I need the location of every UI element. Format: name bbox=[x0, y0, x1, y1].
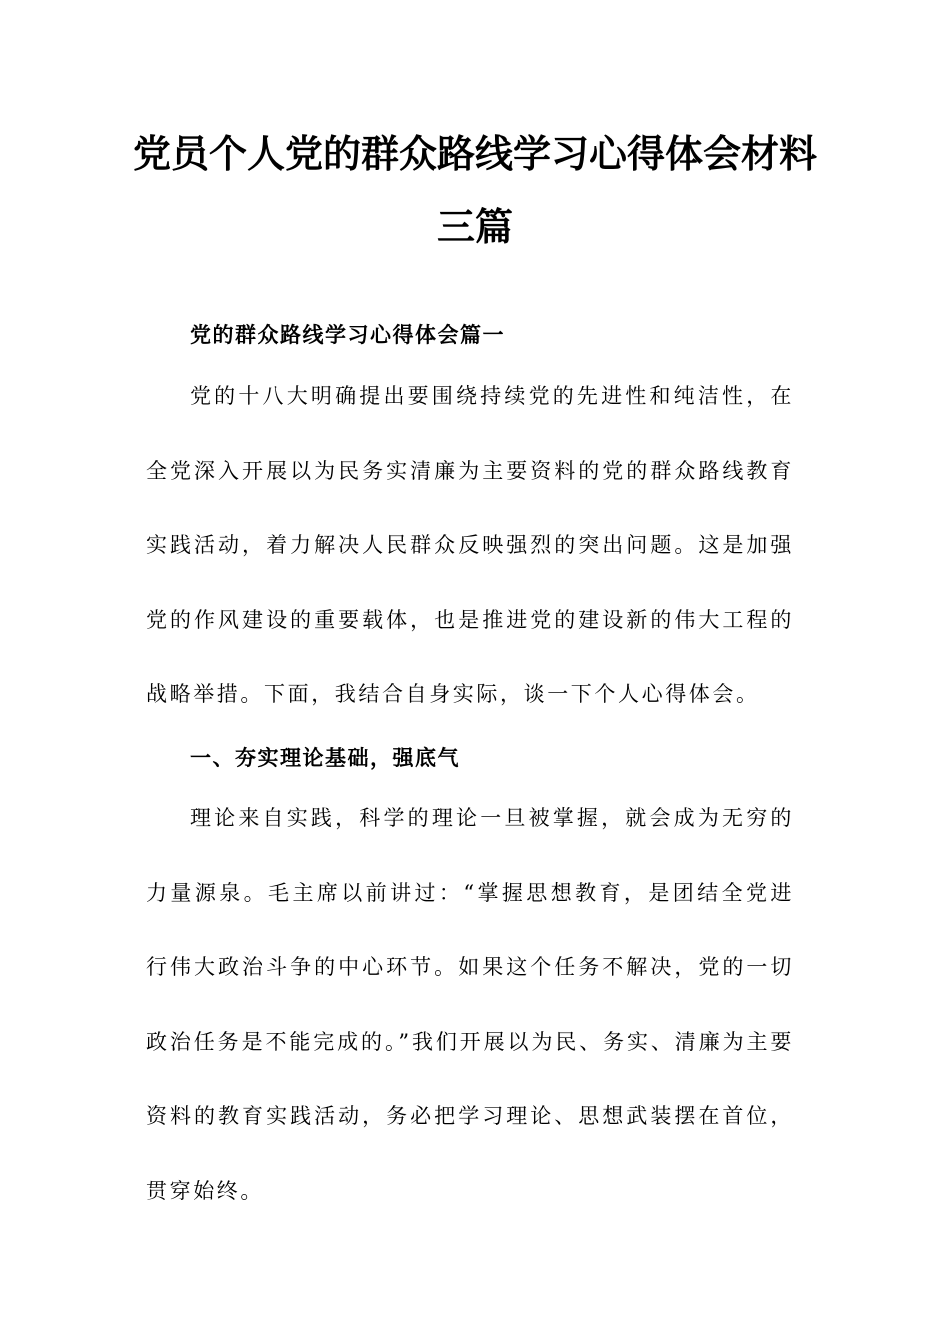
subheading-1: 一、夯实理论基础，强底气 bbox=[190, 745, 460, 770]
section-heading: 党的群众路线学习心得体会篇一 bbox=[190, 322, 505, 347]
document-title-line-1: 党员个人党的群众路线学习心得体会材料 bbox=[132, 131, 817, 176]
document-title-line-2: 三篇 bbox=[436, 204, 513, 249]
body-paragraph-1: 党的十八大明确提出要围绕持续党的先进性和纯洁性，在全党深入开展以为民务实清廉为主要资料的党的群众路线教育实践活动，着力解决人民群众反映强烈的突出问题。这是加强党的作风建设的重要载体，也是推进党的建设新的伟大工程的战略举措。下面，我结合自身实际，谈一下个人心得体会。 bbox=[146, 384, 794, 706]
body-paragraph-2: 理论来自实践，科学的理论一旦被掌握，就会成为无穷的力量源泉。毛主席以前讲过：“掌握思想教育，是团结全党进行伟大政治斗争的中心环节。如果这个任务不解决，党的一切政治任务是不能完成的。”我们开展以为民、务实、清廉为主要资料的教育实践活动，务必把学习理论、思想武装摆在首位，贯穿始终。 bbox=[146, 806, 794, 1203]
